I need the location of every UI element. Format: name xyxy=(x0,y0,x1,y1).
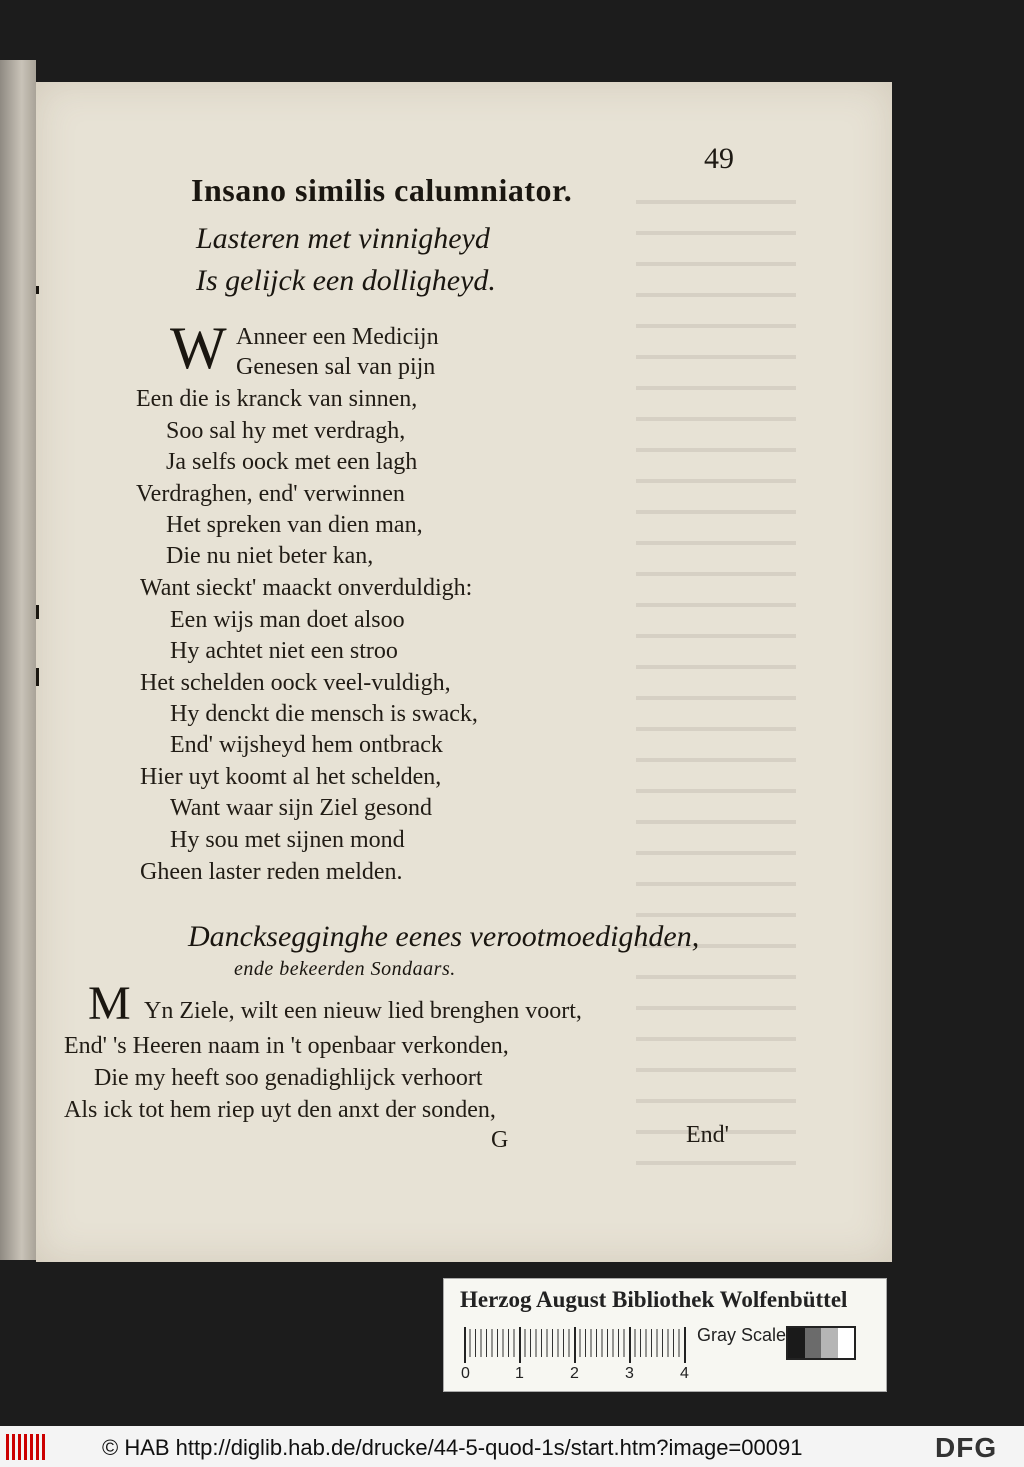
section-title: Dancksegginghe eenes verootmoedighden, xyxy=(188,920,700,953)
footer-bar xyxy=(0,1426,1024,1467)
ruler-major-tick xyxy=(519,1327,521,1363)
drop-cap-w: W xyxy=(170,315,227,381)
margin-mark xyxy=(36,286,39,294)
poem-line: Het spreken van dien man, xyxy=(166,512,423,538)
poem-line: Hy sou met sijnen mond xyxy=(170,827,405,853)
poem-line: Anneer een Medicijn xyxy=(236,324,439,350)
poem-line: Want sieckt' maackt onverduldigh: xyxy=(140,575,473,601)
poem-line: Want waar sijn Ziel gesond xyxy=(170,795,432,821)
poem-line: Die nu niet beter kan, xyxy=(166,543,374,569)
show-through-text xyxy=(636,182,796,1182)
ruler-major-tick xyxy=(629,1327,631,1363)
adjacent-page-edge xyxy=(0,60,36,1260)
poem-line: Als ick tot hem riep uyt den anxt der sonden, xyxy=(64,1097,496,1123)
poem-line: Een die is kranck van sinnen, xyxy=(136,386,418,412)
poem-line: Die my heeft soo genadighlijck verhoort xyxy=(94,1065,483,1091)
copyright-url[interactable]: © HAB http://diglib.hab.de/drucke/44-5-quod-1s/start.htm?image=00091 xyxy=(102,1435,803,1460)
poem-line: Genesen sal van pijn xyxy=(236,354,436,380)
poem-line: Verdraghen, end' verwinnen xyxy=(136,481,405,507)
ruler-label: 0 xyxy=(461,1365,470,1382)
ruler-label: 4 xyxy=(680,1365,689,1382)
poem-line: End' wijsheyd hem ontbrack xyxy=(170,732,443,758)
ruler-label: 1 xyxy=(515,1365,524,1382)
ruler-label: 2 xyxy=(570,1365,579,1382)
poem-line: Ja selfs oock met een lagh xyxy=(166,449,418,475)
poem-line: Hy denckt die mensch is swack, xyxy=(170,701,478,727)
poem-line: Het schelden oock veel-vuldigh, xyxy=(140,670,451,696)
ruler-major-tick xyxy=(464,1327,466,1363)
section-subtitle: ende bekeerden Sondaars. xyxy=(234,958,456,980)
dfg-logo: DFG xyxy=(935,1432,998,1463)
poem-title: Insano similis calumniator. xyxy=(191,172,573,208)
poem-line: Gheen laster reden melden. xyxy=(140,859,403,885)
drop-cap-m: M xyxy=(88,977,131,1030)
library-name: Herzog August Bibliothek Wolfenbüttel xyxy=(460,1287,848,1312)
signature-mark: G xyxy=(491,1127,509,1153)
gray-scale-label: Gray Scale xyxy=(697,1325,787,1345)
margin-mark xyxy=(36,605,39,619)
poem-line: Yn Ziele, wilt een nieuw lied brenghen voort, xyxy=(144,998,582,1024)
catchword: End' xyxy=(686,1122,729,1148)
motto-line-2: Is gelijck een dolligheyd. xyxy=(196,264,496,297)
page-number: 49 xyxy=(704,142,734,175)
poem-line: Soo sal hy met verdragh, xyxy=(166,418,406,444)
motto-line-1: Lasteren met vinnigheyd xyxy=(196,222,490,255)
color-ruler-card xyxy=(443,1278,887,1392)
poem-line: End' 's Heeren naam in 't openbaar verkonden, xyxy=(64,1033,509,1059)
gray-scale-swatch xyxy=(786,1326,856,1360)
barcode-icon xyxy=(6,1434,46,1460)
ruler-major-tick xyxy=(574,1327,576,1363)
ruler-label: 3 xyxy=(625,1365,634,1382)
ruler-major-tick xyxy=(684,1327,686,1363)
poem-line: Hy achtet niet een stroo xyxy=(170,638,398,664)
book-page xyxy=(36,82,892,1262)
poem-line: Hier uyt koomt al het schelden, xyxy=(140,764,442,790)
poem-line: Een wijs man doet alsoo xyxy=(170,607,405,633)
margin-mark xyxy=(36,668,39,686)
